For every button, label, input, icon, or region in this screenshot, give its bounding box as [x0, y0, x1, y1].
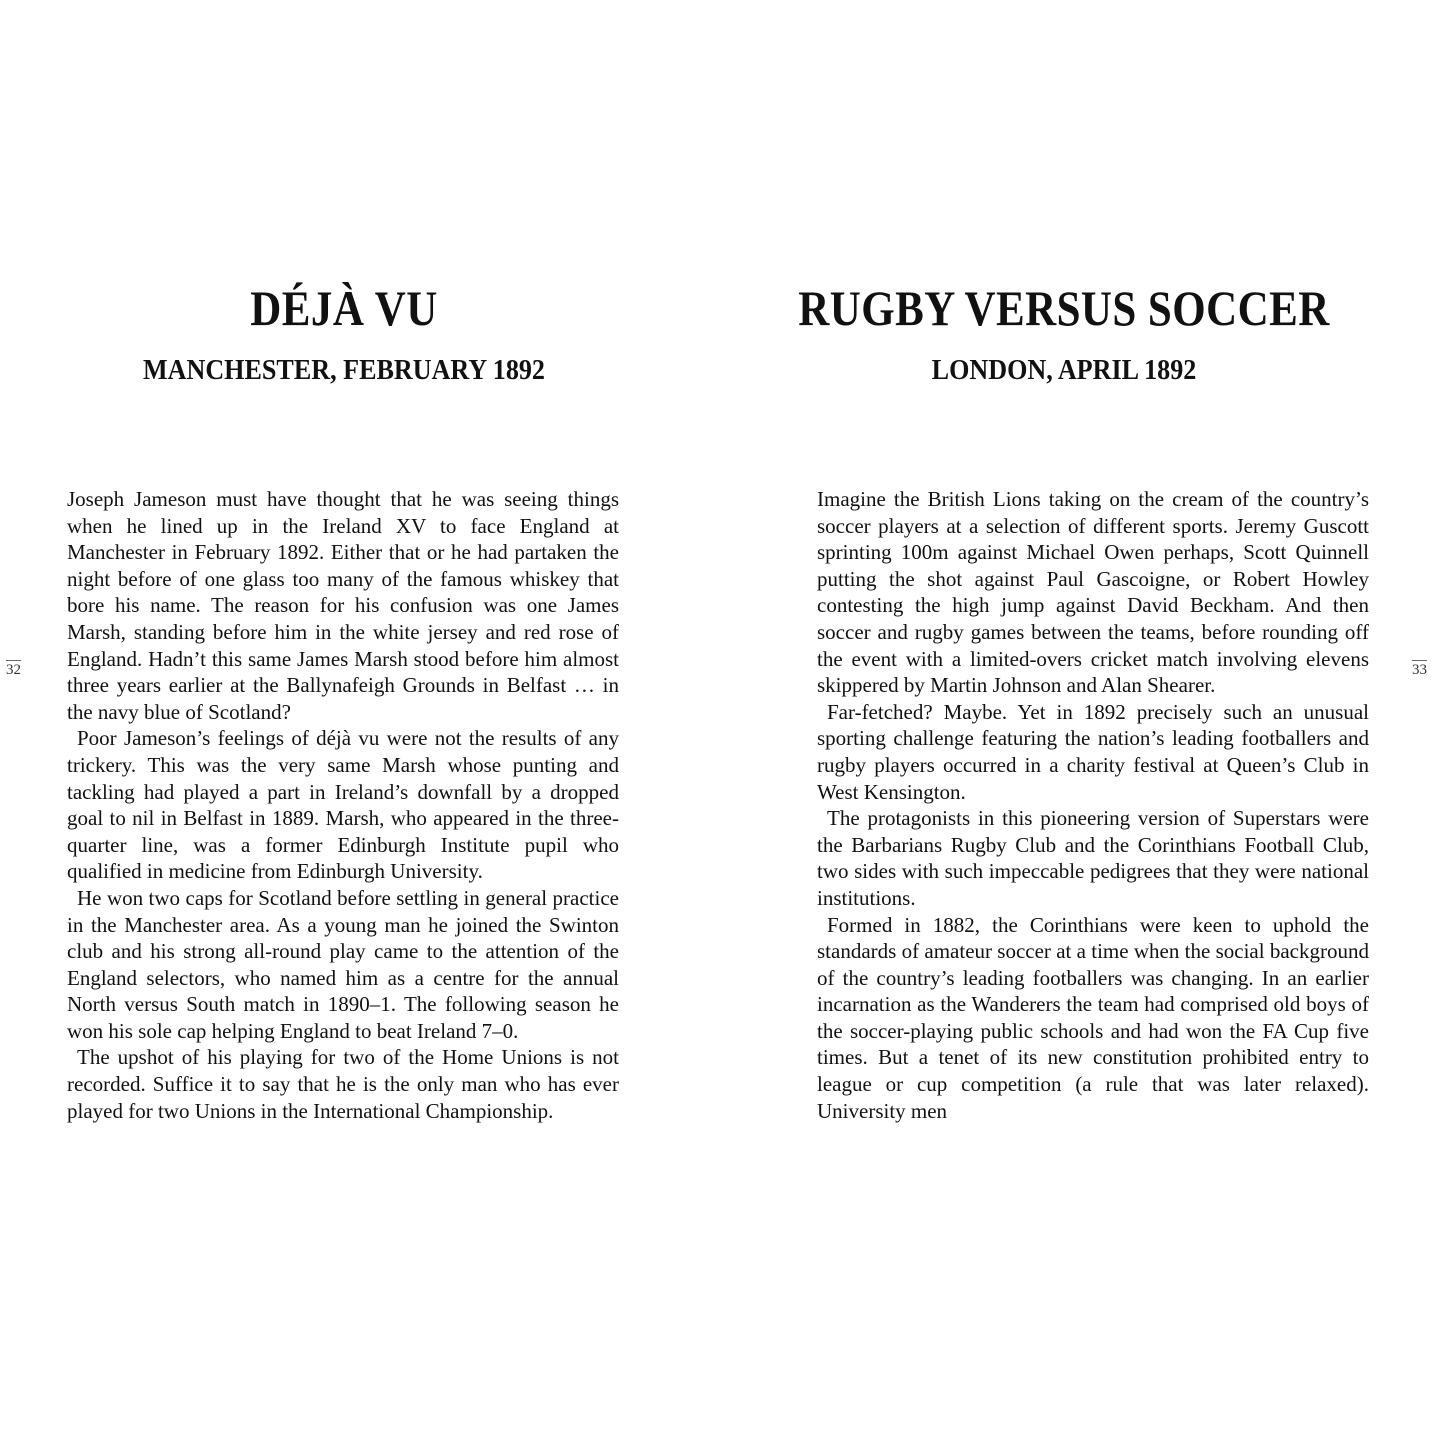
chapter-title: DÉJÀ VU	[250, 280, 438, 336]
right-page	[716, 0, 1432, 1432]
paragraph: Formed in 1882, the Corinthians were keen to uphold the standards of amateur soccer at a time when the social background of the country’s leading footballers was changing. In an earlier incarnation as the Wanderers the team had comprised old boys of the soccer-playing public schools and had won the FA Cup five times. But a tenet of its new constitution prohibited entry to league or cup competition (a rule that was later relaxed). University men	[817, 912, 1369, 1123]
paragraph: He won two caps for Scotland before settling in general practice in the Manchester area. As a young man he joined the Swinton club and his strong all-round play came to the attention of the England selectors, who named him as a centre for the annual North versus South match in 1890–1. The following season he won his sole cap helping England to beat Ireland 7–0.	[67, 885, 619, 1043]
chapter-body	[67, 486, 619, 1124]
page-number: 33	[1412, 662, 1427, 678]
paragraph: Poor Jameson’s feelings of déjà vu were not the results of any trickery. This was the very same Marsh whose punting and tackling had played a part in Ireland’s downfall by a dropped goal to nil in Belfast in 1889. Marsh, who appeared in the three-quarter line, was a former Edinburgh Institute pupil who qualified in medicine from Edinburgh University.	[67, 726, 619, 884]
page-number: 32	[6, 662, 21, 678]
paragraph: Imagine the British Lions taking on the cream of the country’s soccer players at a selection of different sports. Jeremy Guscott sprinting 100m against Michael Owen perhaps, Scott Quinnell putting the shot against Paul Gascoigne, or Robert Howley contesting the high jump against David Beckham. And then soccer and rugby games between the teams, before rounding off the event with a limited-overs cricket match involving elevens skippered by Martin Johnson and Alan Shearer.	[817, 487, 1369, 698]
chapter-body	[817, 486, 1369, 1124]
chapter-title: RUGBY VERSUS SOCCER	[798, 280, 1330, 336]
paragraph: The protagonists in this pioneering version of Superstars were the Barbarians Rugby Club and the Corinthians Football Club, two sides with such impeccable pedigrees that they were national institutions.	[817, 806, 1369, 910]
paragraph: Far-fetched? Maybe. Yet in 1892 precisely such an unusual sporting challenge featuring the nation’s leading footballers and rugby players occurred in a charity festival at Queen’s Club in West Kensington.	[817, 699, 1369, 804]
chapter-subtitle: LONDON, APRIL 1892	[931, 354, 1197, 386]
paragraph: The upshot of his playing for two of the Home Unions is not recorded. Suffice it to say that he is the only man who has ever played for two Unions in the International Championship.	[67, 1045, 619, 1123]
chapter-subtitle: MANCHESTER, FEBRUARY 1892	[143, 354, 545, 386]
paragraph: Joseph Jameson must have thought that he was seeing things when he lined up in the Ireland XV to face England at Manchester in February 1892. Either that or he had partaken the night before of one glass too many of the famous whiskey that bore his name. The reason for his confusion was one James Marsh, standing before him in the white jersey and red rose of England. Hadn’t this same James Marsh stood before him almost three years earlier at the Ballynafeigh Grounds in Belfast … in the navy blue of Scotland?	[67, 487, 619, 724]
